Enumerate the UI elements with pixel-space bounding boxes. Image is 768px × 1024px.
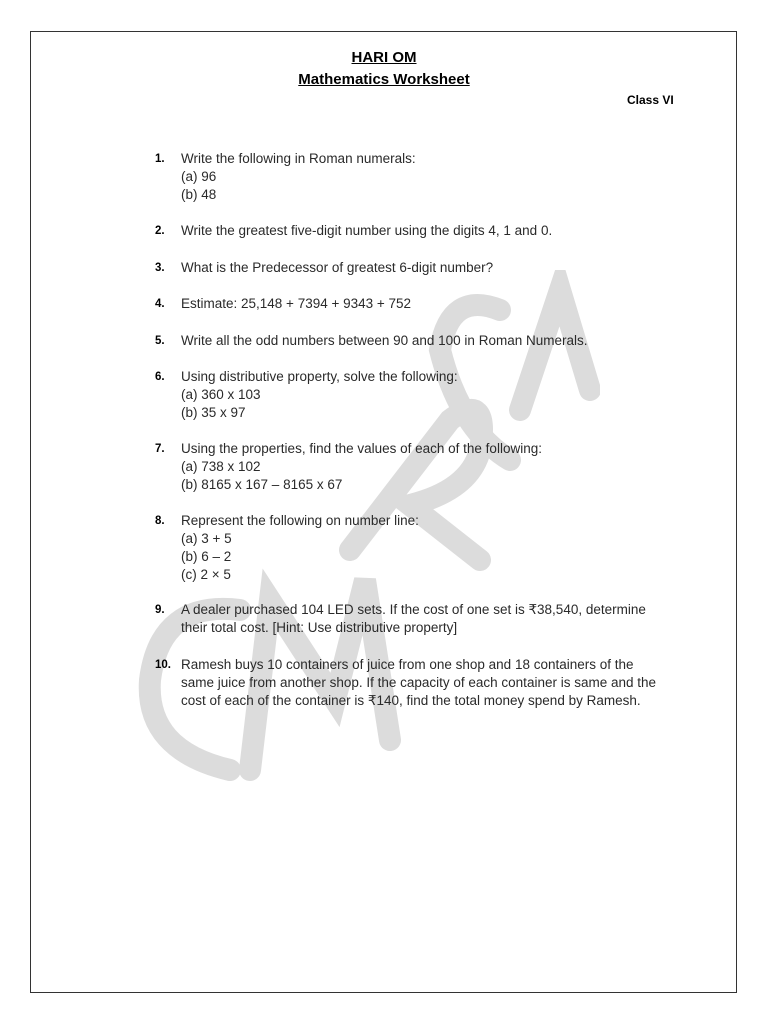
question-text: A dealer purchased 104 LED sets. If the cost of one set is ₹38,540, determine	[181, 602, 646, 617]
question-text: Estimate: 25,148 + 7394 + 9343 + 752	[181, 296, 412, 311]
question-6	[155, 368, 675, 422]
question-part: (a) 96	[181, 169, 217, 184]
question-text: cost of each of the container is ₹140, find the total money spend by Ramesh.	[181, 693, 641, 708]
question-5	[155, 332, 675, 350]
question-text: Write all the odd numbers between 90 and 100 in Roman Numerals.	[181, 333, 588, 348]
question-number: 4.	[155, 298, 165, 310]
question-8	[155, 512, 675, 584]
question-text: What is the Predecessor of greatest 6-digit number?	[181, 260, 494, 275]
question-part: (a) 360 x 103	[181, 387, 261, 402]
question-number: 6.	[155, 371, 165, 383]
question-text: Using distributive property, solve the following:	[181, 369, 458, 384]
question-1	[155, 150, 675, 204]
question-part: (b) 6 – 2	[181, 549, 232, 564]
question-number: 3.	[155, 262, 165, 274]
question-part: (b) 8165 x 167 – 8165 x 67	[181, 477, 343, 492]
question-part: (b) 35 x 97	[181, 405, 246, 420]
worksheet-title: HARI OM	[351, 49, 417, 66]
question-text: Write the following in Roman numerals:	[181, 151, 416, 166]
question-3	[155, 259, 675, 277]
question-part: (b) 48	[181, 187, 217, 202]
question-text: same juice from another shop. If the capacity of each container is same and the	[181, 675, 657, 690]
question-text: their total cost. [Hint: Use distributive property]	[181, 620, 458, 635]
question-part: (a) 738 x 102	[181, 459, 261, 474]
question-text: Write the greatest five-digit number using the digits 4, 1 and 0.	[181, 223, 553, 238]
class-label: Class VI	[627, 93, 674, 107]
question-text: Represent the following on number line:	[181, 513, 419, 528]
question-number: 2.	[155, 225, 165, 237]
question-part: (a) 3 + 5	[181, 531, 232, 546]
question-number: 1.	[155, 153, 165, 165]
worksheet-subtitle: Mathematics Worksheet	[298, 71, 470, 88]
question-text: Ramesh buys 10 containers of juice from one shop and 18 containers of the	[181, 657, 634, 672]
question-4	[155, 295, 675, 313]
question-9	[155, 601, 675, 637]
question-number: 8.	[155, 515, 165, 527]
question-text: Using the properties, find the values of each of the following:	[181, 441, 542, 456]
question-number: 5.	[155, 335, 165, 347]
question-number: 9.	[155, 604, 165, 616]
question-7	[155, 440, 675, 494]
question-number: 7.	[155, 443, 165, 455]
question-part: (c) 2 × 5	[181, 567, 231, 582]
question-10	[155, 656, 675, 710]
question-2	[155, 222, 675, 240]
question-number: 10.	[155, 659, 171, 671]
